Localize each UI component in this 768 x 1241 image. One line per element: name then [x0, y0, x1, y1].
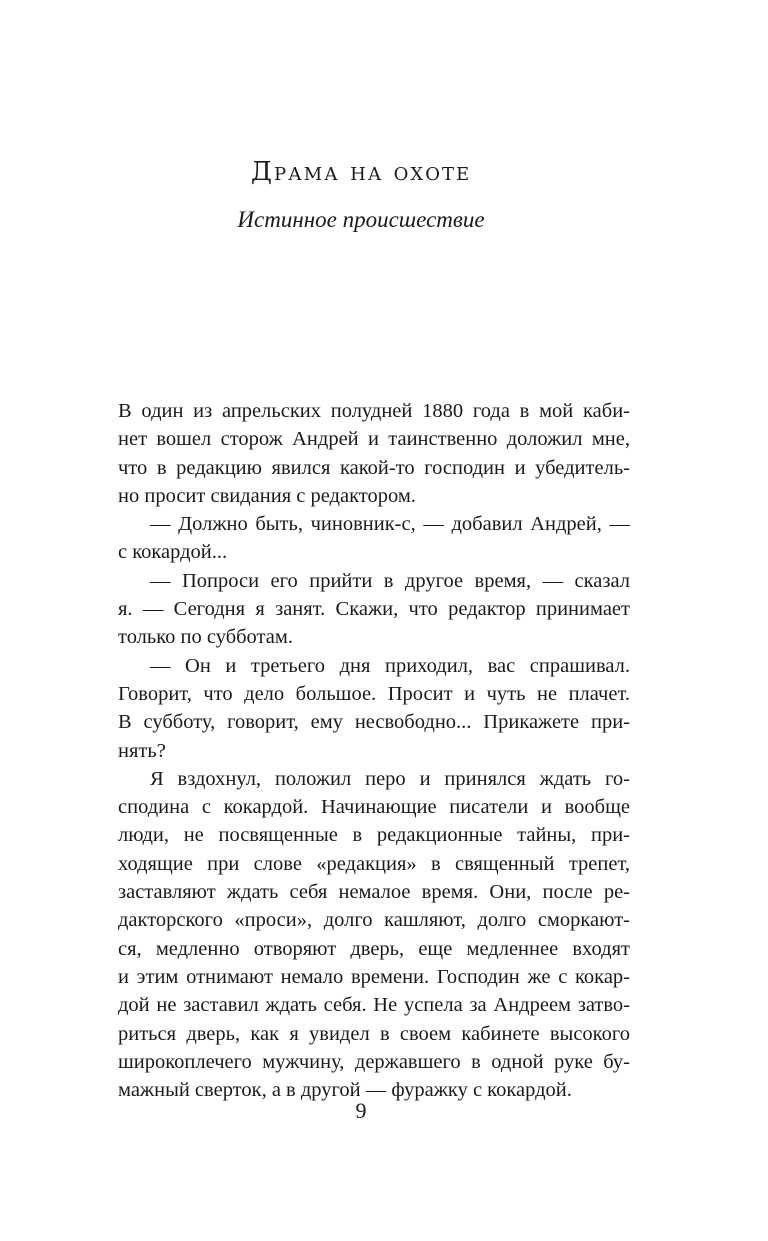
text-line: я. — Сегодня я занят. Скажи, что редактор принимает: [118, 598, 630, 621]
text-line: сподина с кокардой. Начинающие писатели и вообще: [118, 796, 630, 819]
text-line: но просит свидания с редактором.: [118, 484, 416, 507]
text-line: Говорит, что дело большое. Просит и чуть не плачет.: [118, 682, 630, 705]
text-line: нять?: [118, 739, 166, 762]
text-line: широкоплечего мужчину, державшего в одной руке бу-: [118, 1050, 630, 1073]
text-line: дакторского «проси», долго кашляют, долго сморкают-: [118, 909, 630, 932]
chapter-subtitle: Истинное происшествие: [237, 207, 485, 232]
text-line: что в редакцию явился какой-то господин и убедитель-: [118, 456, 630, 479]
text-line: и этим отнимают немало времени. Господин же с кокар-: [118, 965, 630, 988]
text-line: В один из апрельских полудней 1880 года в мой каби-: [118, 400, 630, 422]
text-line: мажный сверток, а в другой — фуражку с кокардой.: [118, 1079, 572, 1102]
text-line: нет вошел сторож Андрей и таинственно доложил мне,: [118, 428, 630, 451]
text-line: — Он и третьего дня приходил, вас спрашивал.: [150, 654, 630, 677]
text-line: с кокардой...: [118, 541, 228, 564]
text-line: ходящие при слове «редакция» в священный трепет,: [118, 852, 630, 875]
text-line: люди, не посвященные в редакционные тайны, при-: [118, 824, 630, 847]
text-line: заставляют ждать себя немалое время. Они, после ре-: [118, 881, 630, 904]
body-text: [118, 397, 630, 1104]
text-line: Я вздохнул, положил перо и принялся ждать го-: [150, 767, 630, 790]
page-number: 9: [355, 1098, 367, 1123]
text-line: — Должно быть, чиновник-с, — добавил Андрей, —: [150, 513, 630, 536]
chapter-title: Драма на охоте: [250, 157, 472, 187]
text-line: только по субботам.: [118, 626, 293, 649]
text-line: — Попроси его прийти в другое время, — сказал: [150, 569, 630, 592]
text-line: ся, медленно отворяют дверь, еще медленнее входят: [118, 937, 630, 960]
text-line: риться дверь, как я увидел в своем кабинете высокого: [118, 1022, 630, 1045]
text-line: дой не заставил ждать себя. Не успела за Андреем затво-: [118, 994, 630, 1017]
text-line: В субботу, говорит, ему несвободно... Прикажете при-: [118, 711, 630, 734]
